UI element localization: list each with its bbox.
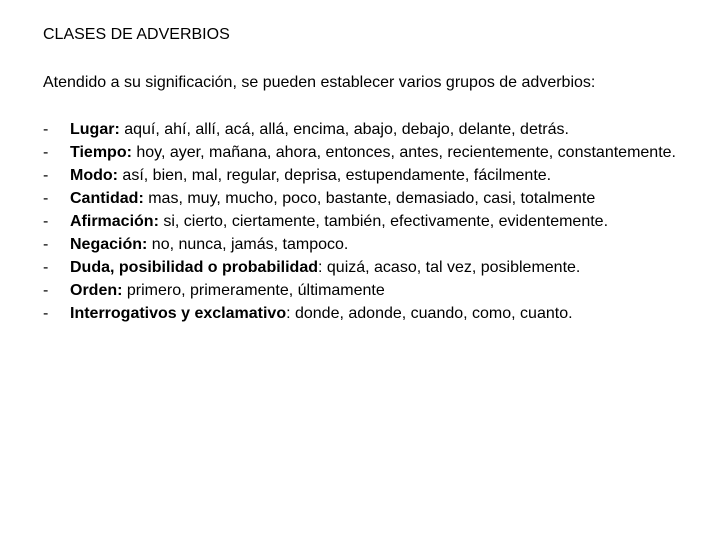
list-item-tiempo [43, 141, 703, 164]
page-title: CLASES DE ADVERBIOS [43, 26, 230, 43]
list-item-interrogativos [43, 302, 703, 325]
dash-bullet: - [43, 121, 49, 138]
item-text: : donde, adonde, cuando, como, cuanto. [286, 305, 573, 322]
dash-bullet: - [43, 282, 49, 299]
item-text: hoy, ayer, mañana, ahora, entonces, antes, recientemente, constantemente. [131, 144, 676, 161]
item-label: Lugar: [70, 121, 120, 138]
item-label: Modo: [70, 167, 118, 184]
item-text: primero, primeramente, últimamente [122, 282, 385, 299]
item-label: Cantidad: [70, 190, 144, 207]
list-item-orden [43, 279, 703, 302]
list-item-cantidad [43, 187, 703, 210]
item-text: mas, muy, mucho, poco, bastante, demasiado, casi, totalmente [143, 190, 596, 207]
item-label: Tiempo: [70, 144, 132, 161]
item-label: Duda, posibilidad o probabilidad [70, 259, 318, 276]
item-label: Afirmación: [70, 213, 159, 230]
dash-bullet: - [43, 259, 49, 276]
list-item-afirmacion [43, 210, 703, 233]
list-item-lugar [43, 118, 703, 141]
item-text: aquí, ahí, allí, acá, allá, encima, abajo, debajo, delante, detrás. [119, 121, 569, 138]
list-item-negacion [43, 233, 703, 256]
dash-bullet: - [43, 236, 49, 253]
intro-paragraph: Atendido a su significación, se pueden establecer varios grupos de adverbios: [43, 74, 596, 91]
item-text: : quizá, acaso, tal vez, posiblemente. [318, 259, 581, 276]
item-text: no, nunca, jamás, tampoco. [147, 236, 349, 253]
list-item-duda [43, 256, 703, 279]
list-item-modo [43, 164, 703, 187]
dash-bullet: - [43, 167, 49, 184]
item-label: Interrogativos y exclamativo [70, 305, 287, 322]
adverb-list [43, 118, 703, 325]
item-text: así, bien, mal, regular, deprisa, estupendamente, fácilmente. [117, 167, 552, 184]
dash-bullet: - [43, 144, 49, 161]
dash-bullet: - [43, 305, 49, 322]
item-label: Orden: [70, 282, 123, 299]
dash-bullet: - [43, 213, 49, 230]
item-text: si, cierto, ciertamente, también, efectivamente, evidentemente. [158, 213, 609, 230]
dash-bullet: - [43, 190, 49, 207]
item-label: Negación: [70, 236, 148, 253]
